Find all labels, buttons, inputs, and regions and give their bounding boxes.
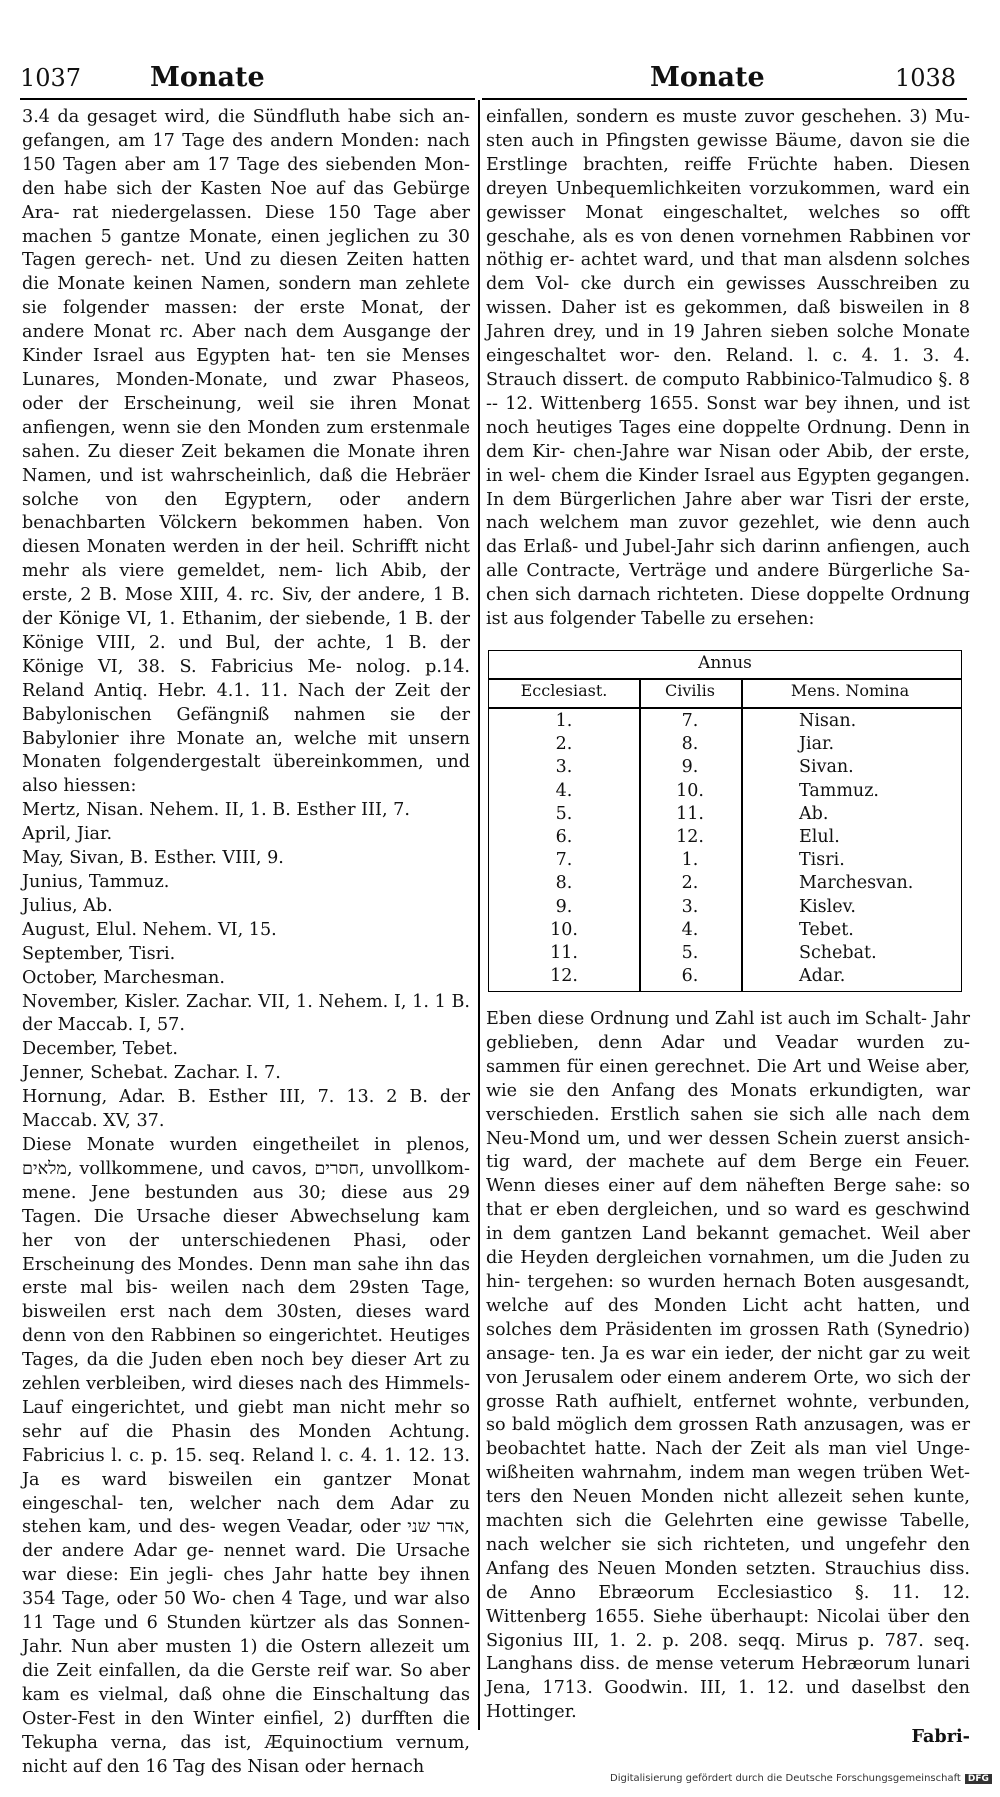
table-cell: Schebat. <box>799 942 877 963</box>
table-row <box>489 781 961 804</box>
month-entry-mertz: Mertz, Nisan. Nehem. II, 1. B. Esther III, 7. <box>22 800 410 821</box>
table-row <box>489 873 961 896</box>
table-cell: 10. <box>550 919 578 940</box>
table-cell: 7. <box>555 850 573 871</box>
table-row <box>489 711 961 734</box>
month-entry-april: April, Jiar. <box>22 824 113 845</box>
table-cell: 4. <box>555 780 573 801</box>
table-cell: 1. <box>681 850 699 871</box>
month-entry-jenner: Jenner, Schebat. Zachar. I. 7. <box>22 1063 281 1084</box>
month-entry-august: August, Elul. Nehem. VI, 15. <box>22 919 277 940</box>
right-paragraph-top: einfallen, sondern es muste zuvor geschehen. 3) Mu- sten auch in Pfingsten gewisse Bäume, davon sie die Erstlinge brachten, reiffe Früchte haben. Diesen dreyen Unbequemlichkeiten vorzukommen, ward ein gewisser Monat eingeschaltet, welches so offt geschahe, als es von denen vornehmen Rabbinen vor nöthig er- achtet ward, und that man alsdenn solches dem Vol- cke durch ein gewisses Ausschreiben zu wissen. Daher ist es gekommen, daß bisweilen in 8 Jahren drey, und in 19 Jahren sieben solche Monate eingeschaltet wor- den. Reland. l. c. 4. 1. 3. 4. Strauch dissert. de computo Rabbinico-Talmudico §. 8 -- 12. Wittenberg 1655. Sonst war bey ihnen, und ist noch heutiges Tages eine doppelte Ordnung. Denn in dem Kir- chen-Jahre war Nisan oder Abib, der erste, in wel- chem die Kinder Israel aus Egypten gegangen. In dem Bürgerlichen Jahre aber war Tisri der erste, nach welchem man zuvor gezehlet, wie denn auch das Erlaß- und Jubel-Jahr sich darinn anfiengen, auch alle Contracte, Verträge und andere Bürgerliche Sa- chen sich darnach richteten. Diese doppelte Ordnung ist aus folgender Tabelle zu ersehen: <box>486 107 970 630</box>
month-entry-hornung: Hornung, Adar. B. Esther III, 7. 13. 2 B. der Maccab. XV, 37. <box>22 1087 470 1132</box>
table-row <box>489 850 961 873</box>
table-cell: Tisri. <box>799 850 845 871</box>
table-header-ecclesiast: Ecclesiast. <box>520 681 608 700</box>
table-cell: 6. <box>555 826 573 847</box>
right-column-top <box>486 106 970 632</box>
month-entry-junius: Junius, Tammuz. <box>22 872 170 892</box>
left-column <box>22 106 470 1779</box>
left-running-head: Monate <box>150 62 265 93</box>
table-cell: Kislev. <box>799 896 856 917</box>
table-cell: 4. <box>681 919 699 940</box>
table-row <box>489 734 961 757</box>
table-cell: 2. <box>681 873 699 894</box>
month-entry-may: May, Sivan, B. Esther. VIII, 9. <box>22 848 284 869</box>
right-paragraph-bottom: Eben diese Ordnung und Zahl ist auch im Schalt- Jahr geblieben, denn Adar und Veadar wurden zu- sammen für einen gerechnet. Die Art und Weise aber, wie sie den Anfang des Monats erkundigten, war verschieden. Erstlich sahen sie sich alle nach dem Neu-Mond um, und wer dessen Schein zuerst ansich- tig ward, der machete auf dem Berge ein Feuer. Wenn dieses einer auf dem näheften Berge sahe: so that er eben dergleichen, und so ward es geschwind in dem gantzen Land bekannt gemachet. Weil aber die Heyden dergleichen vornahmen, um die Juden zu hin- tergehen: so wurden hernach Boten ausgesandt, welche auf des Monden Licht acht hatten, und solches dem Präsidenten im grossen Rath (Synedrio) ansage- ten. Ja es war ein ieder, der nicht gar zu weit von Jerusalem oder einem anderem Orte, wo sich der grosse Rath aufhielt, entfernet wohnte, verbunden, so bald möglich dem grossen Rath anzusagen, was er beobachtet hatte. Nach der Zeit als man viel Unge- wißheiten wahrnahm, indem man wegen trüben Wet- ters den Neuen Monden nicht allezeit sehen kunte, machten sich die Gelehrten eine gewisse Tabelle, nach welcher sie sich richteten, und ungefehr den Anfang des Neuen Monden setzten. Strauchius diss. de Anno Ebræorum Ecclesiastico §. 11. 12. Wittenberg 1655. Siehe überhaupt: Nicolai über den Sigonius III, 1. 2. p. 208. seqq. Mirus p. 787. seq. Langhans diss. de mense veterum Hebræorum lunari Jena, 1713. Goodwin. III, 1. 12. und daselbst den Hottinger. <box>486 1009 970 1723</box>
table-cell: 5. <box>681 942 699 963</box>
left-paragraph-intro: 3.4 da gesaget wird, die Sündfluth habe sich an- gefangen, am 17 Tage des andern Monden: nach 150 Tagen aber am 17 Tage des siebenden Mon- den habe sich der Kasten Noe auf das Gebürge Ara- rat niedergelassen. Diese 150 Tage aber machen 5 gantze Monate, einen jeglichen zu 30 Tagen gerech- net. Und zu diesen Zeiten hatten die Monate keinen Namen, sondern man zehlete sie folgender massen: der erste Monat, der andere Monat rc. Aber nach dem Ausgange der Kinder Israel aus Egypten hat- ten sie Menses Lunares, Monden-Monate, und zwar Phaseos, oder der Erscheinung, weil sie ihren Monat anfiengen, wenn sie den Monden zum erstenmale sahen. Zu dieser Zeit bekamen die Monate ihren Namen, und ist wahrscheinlich, daß die Hebräer solche von den Egyptern, oder andern benachbarten Völckern bekommen haben. Von diesen Monaten werden in der heil. Schrifft nicht mehr als viere gemeldet, nem- lich Abib, der erste, 2 B. Mose XIII, 4. rc. Siv, der andere, 1 B. der Könige VI, 1. Ethanim, der siebende, 1 B. der Könige VIII, 2. und Bul, der achte, 1 B. der Könige VI, 38. S. Fabricius Me- nolog. p.14. Reland Antiq. Hebr. 4.1. 11. Nach der Zeit der Babylonischen Gefängniß nahmen sie der Babylonier ihre Monate an, welche mit unsern Monaten folgendergestalt übereinkommen, und also hiessen: <box>22 107 470 797</box>
table-row <box>489 757 961 780</box>
table-row <box>489 920 961 943</box>
right-page-number: 1038 <box>895 64 957 92</box>
month-entry-julius: Julius, Ab. <box>22 895 113 916</box>
left-paragraph-plenos: Diese Monate wurden eingetheilet in plenos, מלאים, vollkommene, und cavos, חסרים, unvollkom- mene. Jene bestunden aus 30; diese aus 29 Tagen. Die Ursache dieser Abwechselung kam her von der unterschiedenen Phasi, oder Erscheinung des Mondes. Denn man sahe ihn das erste mal bis- weilen nach dem 29sten Tage, bisweilen erst nach dem 30sten, dieses ward denn von den Rabbinen so eingerichtet. Heutiges Tages, da die Juden eben noch bey dieser Art zu zehlen verbleiben, wird dieses nach des Himmels-Lauf eingerichtet, und giebt man nicht mehr so sehr auf die Phasin des Monden Achtung. Fabricius l. c. p. 15. seq. Reland l. c. 4. 1. 12. 13. Ja es ward bisweilen ein gantzer Monat eingeschal- ten, welcher nach dem Adar zu stehen kam, und des- wegen Veadar, oder אדר שני, der andere Adar ge- nennet ward. Die Ursache war diese: Ein jegli- ches Jahr hatte bey ihnen 354 Tage, oder 50 Wo- chen 4 Tage, und war also 11 Tage und 6 Stunden kürtzer als das Sonnen-Jahr. Nun aber musten 1) die Ostern allezeit um die Zeit einfallen, da die Gerste reif war. So aber kam es vielmal, daß ohne die Einschaltung das Oster-Fest in den Winter einfiel, 2) durfften die Tekupha verna, das ist, Æquinoctium vernum, nicht auf den 16 Tag des Nisan oder hernach <box>22 1134 471 1777</box>
table-cell: Sivan. <box>799 757 854 778</box>
dfg-logo: DFG <box>965 1774 992 1784</box>
left-page-number: 1037 <box>20 64 82 92</box>
table-row <box>489 943 961 966</box>
table-cell: Adar. <box>799 966 846 987</box>
table-cell: Tebet. <box>799 919 854 940</box>
table-rule-1 <box>489 678 961 680</box>
table-cell: 12. <box>550 966 578 987</box>
month-entry-october: October, Marchesman. <box>22 967 225 988</box>
table-row <box>489 827 961 850</box>
table-cell: 1. <box>555 711 573 731</box>
table-row <box>489 897 961 920</box>
table-cell: 12. <box>676 826 704 847</box>
table-cell: 11. <box>676 803 704 824</box>
right-column-bottom <box>486 1008 970 1749</box>
table-cell: Marchesvan. <box>799 873 914 894</box>
month-entry-september: September, Tisri. <box>22 943 176 964</box>
table-cell: 3. <box>555 757 573 778</box>
footer-text: Digitalisierung gefördert durch die Deutsche Forschungsgemeinschaft <box>610 1773 961 1784</box>
month-entry-november: November, Kisler. Zachar. VII, 1. Nehem. I, 1. 1 B. der Maccab. I, 57. <box>22 991 470 1036</box>
table-cell: 5. <box>555 803 573 824</box>
table-cell: Jiar. <box>799 734 835 755</box>
table-cell: 3. <box>681 896 699 917</box>
month-order-table <box>488 650 962 992</box>
table-cell: 2. <box>555 734 573 755</box>
table-cell: 8. <box>681 734 699 755</box>
column-divider <box>478 100 480 1730</box>
table-cell: 6. <box>681 966 699 987</box>
table-cell: 11. <box>550 942 578 963</box>
right-header-rule <box>482 98 967 100</box>
table-header-civilis: Civilis <box>665 681 715 700</box>
right-running-head: Monate <box>650 62 765 93</box>
table-header-nomina: Mens. Nomina <box>790 681 910 700</box>
month-entry-december: December, Tebet. <box>22 1039 178 1060</box>
catchword: Fabri- <box>911 1726 970 1748</box>
digitization-footer <box>610 1773 992 1784</box>
table-rule-2 <box>489 707 961 709</box>
table-body <box>489 711 961 989</box>
table-cell: 8. <box>555 873 573 894</box>
table-cell: Nisan. <box>799 711 857 731</box>
table-row <box>489 966 961 989</box>
table-cell: Elul. <box>799 826 840 847</box>
table-cell: 9. <box>555 896 573 917</box>
table-cell: Tammuz. <box>799 780 879 801</box>
table-cell: Ab. <box>799 803 829 824</box>
table-title: Annus <box>698 653 752 673</box>
table-cell: 9. <box>681 757 699 778</box>
table-cell: 10. <box>676 780 704 801</box>
table-cell: 7. <box>681 711 699 731</box>
left-header-rule <box>20 98 475 100</box>
table-row <box>489 804 961 827</box>
